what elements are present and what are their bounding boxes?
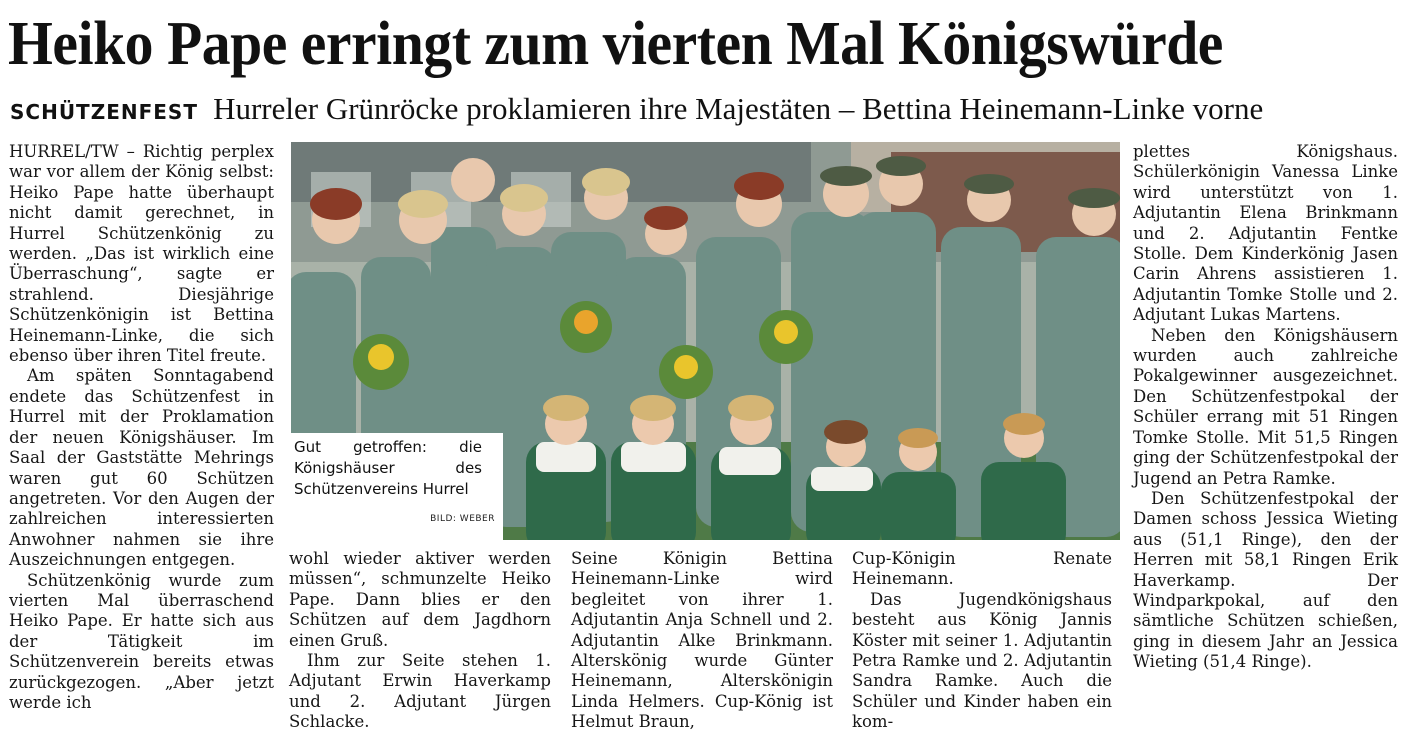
section-kicker: SCHÜTZENFEST [10,100,198,124]
column-3 [571,549,833,733]
paragraph: Ihm zur Seite stehen 1. Adjutant Erwin Haverkamp und 2. Adjutant Jürgen Schlacke. [289,651,551,732]
paragraph: Schützenkönig wurde zum vierten Mal überraschend Heiko Pape. Er hatte sich aus der Tätigkeit im Schützenverein bereits etwas zurückgezogen. „Aber jetzt werde ich [9,570,274,712]
photo-credit: BILD: WEBER [430,514,495,524]
paragraph: Den Schützenfestpokal der Damen schoss Jessica Wieting aus (51,1 Ringe), den der Herren mit 58,1 Ringen Erik Haverkamp. Der Windparkpokal, auf den sämtliche Schützen schießen, ging in diesem Jahr an Jessica Wieting (51,4 Ringe). [1133,488,1398,672]
column-2 [289,549,551,733]
paragraph: Das Jugendkönigshaus besteht aus König Jannis Köster mit seiner 1. Adjutantin Petra Ramke und 2. Adjutantin Sandra Ramke. Auch die Schüler und Kinder haben ein kom- [852,589,1112,732]
column-5 [1133,142,1398,673]
paragraph: Seine Königin Bettina Heinemann-Linke wird begleitet von ihrer 1. Adjutantin Anja Schnell und 2. Adjutantin Alke Brinkmann. Alterskönig wurde Günter Heinemann, Alterskönigin Linda Helmers. Cup-König ist Helmut Braun, [571,549,833,732]
paragraph: plettes Königshaus. Schülerkönigin Vanessa Linke wird unterstützt von 1. Adjutantin Elena Brinkmann und 2. Adjutantin Fentke Stolle. Dem Kinderkönig Jasen Carin Ahrens assistieren 1. Adjutantin Tomke Stolle und 2. Adjutant Lukas Martens. [1133,142,1398,325]
subheadline [10,90,1400,133]
deck: Hurreler Grünröcke proklamieren ihre Majestäten – Bettina Heinemann-Linke vorne [213,91,1264,126]
photo-caption-box [291,433,503,540]
column-4 [852,549,1112,733]
paragraph: Am späten Sonntagabend endete das Schützenfest in Hurrel mit der Proklamation der neuen Königshäuser. Im Saal der Gaststätte Mehrings waren gut 60 Schützen angetreten. Vor den Augen der zahlreichen interessierten Anwohner nahmen sie ihre Auszeichnungen entgegen. [9,366,274,570]
paragraph: wohl wieder aktiver werden müssen“, schmunzelte Heiko Pape. Dann blies er den Schützen auf dem Jagdhorn einen Gruß. [289,549,551,650]
headline: Heiko Pape erringt zum vierten Mal Königswürde [8,10,1223,78]
paragraph: HURREL/TW – Richtig perplex war vor allem der König selbst: Heiko Pape hatte überhaupt nicht damit gerechnet, in Hurrel Schützenkönig zu werden. „Das ist wirklich eine Überraschung“, sagte er strahlend. Diesjährige Schützenkönigin ist Bettina Heinemann-Linke, die sich ebenso über ihren Titel freute. [9,142,274,366]
photo-caption: Gut getroffen: die Königshäuser des Schützenvereins Hurrel [294,438,482,498]
paragraph: Cup-Königin Renate Heinemann. [852,549,1112,589]
paragraph: Neben den Königshäusern wurden auch zahlreiche Pokalgewinner ausgezeichnet. Den Schützenfestpokal der Schüler errang mit 51 Ringen Tomke Stolle. Mit 51,5 Ringen ging der Schützenfestpokal der Jugend an Petra Ramke. [1133,325,1398,488]
column-1 [9,142,274,713]
